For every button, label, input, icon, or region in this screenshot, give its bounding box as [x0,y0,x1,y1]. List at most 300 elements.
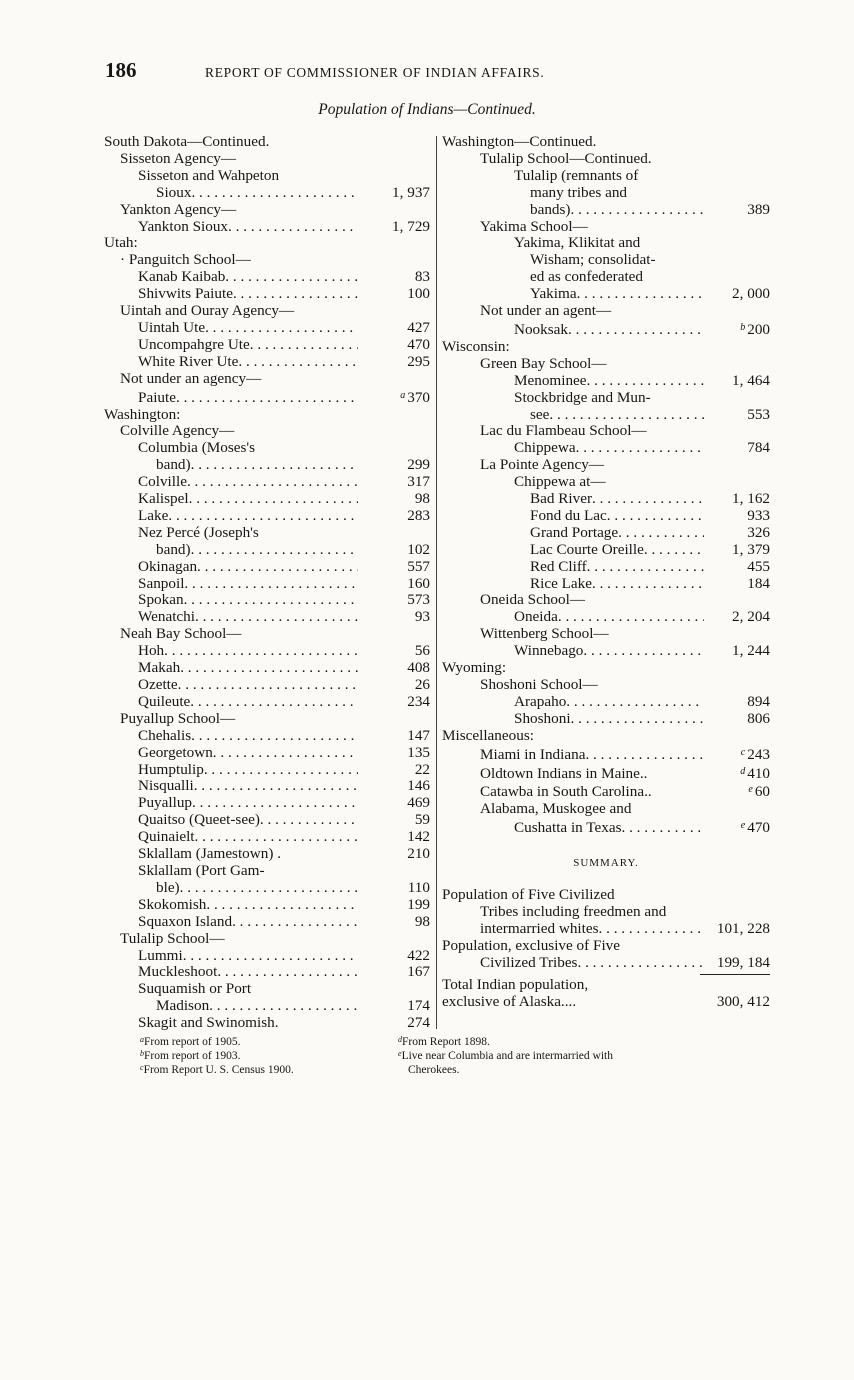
footnote-mark: b [140,1049,144,1058]
entry-label: Yakima School— [480,218,588,235]
entry-number: 59 [414,811,430,829]
table-row [442,994,770,1011]
table-row [442,609,770,626]
entry-label: Shoshoni . . . [442,711,704,728]
entry-value [358,508,430,525]
footnote-text: From report of 1905. [144,1036,241,1048]
entry-value [704,711,770,728]
entry-label: South Dakota—Continued. [104,134,270,150]
entry-label: Tulalip School—Continued. [480,150,652,167]
table-row [104,609,430,626]
entry-value [358,286,430,303]
table-row [104,371,430,388]
entry-label: La Pointe Agency— [480,457,605,474]
entry-label: Tribes including freedmen and [480,904,667,921]
entry-label: Skokomish . . . [104,897,358,914]
table-row [104,829,430,846]
entry-value [358,964,430,981]
entry-number: 93 [414,608,430,626]
entry-label: Hoh . . . [104,643,358,660]
table-row [442,407,770,424]
entry-label: Sklallam (Jamestown) . [138,846,281,863]
entry-label: Uncompahgre Ute . . . [104,337,358,354]
entry-label: Wyoming: [442,660,507,677]
entry-label: Suquamish or Port [138,981,252,998]
entry-number: 147 [407,726,430,744]
table-row [104,354,430,371]
entry-number: 1, 729 [392,217,430,235]
entry-number: 199 [407,895,430,913]
footnotes-right [398,1034,613,1076]
entry-value [358,576,430,593]
entry-number: 184 [747,574,770,592]
table-row [442,508,770,525]
entry-label: Uintah and Ouray Agency— [120,303,295,320]
table-row [442,269,770,286]
entry-value [358,914,430,931]
footnote [398,1062,613,1076]
entry-label: Miami in Indiana . . . [442,747,704,764]
entry-label: Yankton Agency— [120,201,237,218]
entry-label: Utah: [104,235,138,252]
entry-value [704,407,770,424]
entry-value [704,609,770,626]
entry-label: Grand Portage . . . [442,525,704,542]
table-row [104,525,430,542]
footnotes-left [140,1034,294,1076]
entry-label: Not under an agency— [120,370,262,387]
entry-label: Civilized Tribes . . . [442,955,704,972]
entry-label: Quinaielt . . . [104,829,358,846]
entry-value [358,795,430,812]
entry-number: 1, 244 [732,642,770,660]
entry-number: 408 [407,659,430,677]
table-row [104,1015,430,1032]
entry-label: Tulalip (remnants of [514,167,639,184]
entry-value [704,576,770,593]
table-row [442,339,770,356]
entry-label: Kalispel . . . [104,491,358,508]
entry-label: Cushatta in Texas . . . [442,820,704,837]
entry-value [358,846,430,863]
entry-value [358,897,430,914]
entry-label: Lac Courte Oreille . . . [442,542,704,559]
entry-value [704,745,770,764]
entry-label: see . . . [442,407,704,424]
column-divider [436,136,437,1029]
entry-label: Quileute . . . [104,694,358,711]
footnote-mark: e [398,1049,402,1058]
entry-number: 135 [407,743,430,761]
footnote-mark: a [140,1035,144,1044]
entry-value [704,955,770,972]
entry-value [358,728,430,745]
table-row [104,474,430,491]
entry-number: 174 [407,997,430,1015]
entry-label: Not under an agent— [480,303,612,320]
entry-value [704,286,770,303]
entry-number: 22 [414,760,430,778]
table-row [442,955,770,972]
entry-value [358,880,430,897]
entry-number: 26 [414,676,430,693]
entry-label: Wisconsin: [442,338,510,355]
entry-value [704,320,770,339]
table-row [104,320,430,337]
entry-value [358,388,430,407]
entry-number: 146 [407,777,430,795]
entry-label: Wenatchi . . . [104,609,358,626]
entry-number: 389 [747,200,770,218]
entry-number: 98 [414,490,430,508]
entry-label: Miscellaneous: [442,727,534,744]
table-row [442,525,770,542]
entry-label: White River Ute . . . [104,354,358,371]
table-subtitle: Population of Indians—Continued. [318,101,536,118]
entry-value [704,643,770,660]
entry-number: 110 [407,878,430,896]
entry-value [704,525,770,542]
table-row [104,491,430,508]
right-column-entries [442,134,770,837]
entry-number: 243 [747,745,770,763]
entry-number: 557 [407,557,430,575]
table-row [104,964,430,981]
footnote [140,1034,294,1048]
entry-number: 83 [414,268,430,286]
entry-value [358,745,430,762]
entry-label: Puyallup School— [120,710,236,727]
entry-value [704,542,770,559]
entry-number: 100 [407,285,430,303]
table-row [104,269,430,286]
table-row [104,914,430,931]
table-row [442,559,770,576]
entry-label: Red Cliff . . . [442,559,704,576]
entry-label: Population, exclusive of Five [442,937,621,954]
table-row [104,542,430,559]
entry-value [704,373,770,390]
entry-value [358,337,430,354]
entry-number: 160 [407,574,430,592]
entry-label: Yakima, Klikitat and [514,235,641,252]
footnote-mark: e [740,820,746,832]
table-row [104,202,430,219]
entry-number: 200 [747,320,770,338]
entry-label: Sisseton Agency— [120,150,237,167]
table-row [442,457,770,474]
entry-label: Nooksak . . . [442,322,704,339]
footnote-mark: b [740,321,746,333]
entry-number: 806 [747,709,770,727]
summary-entries [442,887,770,1010]
entry-label: Colville Agency— [120,423,235,440]
entry-label: Oldtown Indians in Maine.. [480,765,648,782]
table-row [104,981,430,998]
entry-value [358,474,430,491]
entry-number: 60 [754,783,770,801]
entry-value [704,202,770,219]
table-row [442,921,770,938]
entry-label: Yankton Sioux . . . [104,219,358,236]
entry-number: 1, 464 [732,371,770,389]
entry-number: 326 [747,523,770,541]
table-row [442,977,770,994]
table-row [442,626,770,643]
right-column [442,134,770,1011]
entry-value [704,440,770,457]
entry-label: Kanab Kaibab . . . [104,269,358,286]
entry-number: 295 [407,352,430,370]
table-row [104,592,430,609]
entry-label: Washington: [104,406,181,423]
table-row [442,818,770,837]
table-row [442,764,770,783]
table-row [104,778,430,795]
table-row [104,880,430,897]
entry-label: Sisseton and Wahpeton [138,167,280,184]
table-row [104,948,430,965]
table-row [442,938,770,955]
footnote [398,1048,613,1062]
entry-value [358,694,430,711]
entry-label: Skagit and Swinomish. [138,1015,279,1032]
entry-label: Shoshoni School— [480,677,598,693]
entry-label: Chippewa at— [514,474,606,491]
entry-label: Quaitso (Queet-see) . . . [104,812,358,829]
left-column [104,134,430,1032]
entry-label: Lake . . . [104,508,358,525]
entry-label: Madison . . . [104,998,358,1015]
table-row [104,728,430,745]
table-row [442,252,770,269]
entry-label: Lummi . . . [104,948,358,965]
entry-value [358,457,430,474]
entry-label: Alabama, Muskogee and [480,801,632,818]
table-row [442,390,770,407]
entry-label: Oneida . . . [442,609,704,626]
entry-number: 784 [747,439,770,457]
entry-value [358,778,430,795]
entry-label: band) . . . [104,457,358,474]
entry-value [358,762,430,779]
entry-number: 234 [407,692,430,710]
total-rule [700,974,770,975]
entry-label: Sklallam (Port Gam- [138,862,265,879]
entry-label: Nisqualli . . . [104,778,358,795]
entry-value [358,998,430,1015]
table-row [442,542,770,559]
footnote-mark: a [400,389,406,401]
table-row [442,235,770,252]
entry-label: Winnebago . . . [442,643,704,660]
entry-number: 2, 204 [732,608,770,626]
table-row [104,423,430,440]
entry-label: Georgetown . . . [104,745,358,762]
page-number: 186 [105,58,137,82]
entry-label: Lac du Flambeau School— [480,423,647,440]
table-row [104,440,430,457]
entry-label: Shivwits Paiute . . . [104,286,358,303]
footnote [140,1048,294,1062]
entry-label: ed as confederated [530,269,643,286]
table-row [442,440,770,457]
entry-value [704,491,770,508]
entry-number: 469 [407,794,430,812]
table-row [104,762,430,779]
table-row [442,185,770,202]
table-row [104,846,430,863]
entry-value [358,354,430,371]
entry-value [358,219,430,236]
table-row [104,660,430,677]
table-row [442,576,770,593]
table-row [442,660,770,677]
entry-label: Ozette . . . [104,677,358,694]
table-row [104,219,430,236]
entry-label: Arapaho . . . [442,694,704,711]
entry-number: 455 [747,557,770,575]
table-row [104,252,430,269]
entry-number: 300, 412 [716,992,770,1010]
entry-label: band) . . . [104,542,358,559]
entry-label: bands) . . . [442,202,704,219]
entry-number: 142 [407,828,430,846]
summary-title: SUMMARY. [573,857,639,870]
table-row [442,592,770,609]
entry-number: 167 [407,963,430,981]
footnote-mark: c [140,1063,144,1072]
table-row [104,931,430,948]
table-row [442,286,770,303]
table-row [104,286,430,303]
footnote-mark: c [740,746,746,758]
entry-value [358,491,430,508]
entry-label: Yakima . . . [442,286,704,303]
entry-label: · Panguitch School— [120,252,251,269]
entry-number: 274 [407,1014,430,1032]
entry-number: 317 [407,473,430,491]
table-row [442,134,770,151]
entry-number: 101, 228 [716,919,770,937]
entry-number: 422 [407,946,430,964]
table-row [442,904,770,921]
entry-number: 1, 937 [392,183,430,201]
entry-value [704,921,770,938]
entry-value [358,269,430,286]
entry-label: Fond du Lac . . . [442,508,704,525]
entry-label: Colville . . . [104,474,358,491]
entry-label: Uintah Ute . . . [104,320,358,337]
table-row [104,694,430,711]
footnote-mark: e [748,784,753,796]
entry-number: 2, 000 [732,285,770,303]
entry-number: 427 [407,318,430,336]
entry-label: Squaxon Island . . . [104,914,358,931]
entry-value [704,764,770,783]
table-row [442,202,770,219]
footnote [140,1062,294,1076]
table-row [442,782,770,801]
table-row [104,559,430,576]
entry-label: Oneida School— [480,592,586,609]
table-row [442,728,770,745]
entry-value [704,782,770,801]
table-row [104,337,430,354]
entry-value [358,1015,430,1032]
entry-value [358,677,430,694]
entry-label: Columbia (Moses's [138,440,256,457]
entry-value [358,592,430,609]
entry-value [704,559,770,576]
entry-number: 299 [407,456,430,474]
table-row [442,801,770,818]
entry-number: 98 [414,912,430,930]
entry-number: 199, 184 [716,953,770,971]
entry-label: Chehalis . . . [104,728,358,745]
entry-label: many tribes and [530,184,628,201]
entry-label: Paiute . . . [104,390,358,407]
entry-label: Rice Lake . . . [442,576,704,593]
footnote [398,1034,613,1048]
entry-number: 102 [407,540,430,558]
table-row [442,745,770,764]
entry-number: 56 [414,642,430,660]
footnote-text: From Report 1898. [402,1036,490,1048]
table-row [442,711,770,728]
entry-label: Muckleshoot . . . [104,964,358,981]
footnote-mark: d [740,765,746,777]
table-row [104,576,430,593]
table-row [104,185,430,202]
entry-number: 210 [407,845,430,863]
table-row [104,134,430,151]
entry-number: 573 [407,591,430,609]
table-row [442,474,770,491]
entry-number: 933 [747,506,770,524]
entry-value [704,694,770,711]
table-row [442,423,770,440]
table-row [442,887,770,904]
footnote-text: From Report U. S. Census 1900. [143,1064,294,1076]
table-row [442,320,770,339]
entry-number: 470 [747,819,770,837]
table-row [442,643,770,660]
entry-number: 283 [407,506,430,524]
table-row [442,356,770,373]
entry-number: 1, 379 [732,540,770,558]
entry-label: Washington—Continued. [442,134,597,150]
entry-value [358,660,430,677]
entry-label: Menominee . . . [442,373,704,390]
table-row [104,508,430,525]
entry-value [704,818,770,837]
table-row [442,168,770,185]
entry-label: Bad River . . . [442,491,704,508]
table-row [104,897,430,914]
footnote-text: Cherokees. [408,1064,460,1076]
table-row [442,303,770,320]
entry-value [358,829,430,846]
entry-label: Population of Five Civilized [442,887,615,904]
footnote-text: From report of 1903. [144,1050,241,1062]
entry-value [358,542,430,559]
entry-label: Catawba in South Carolina.. [480,784,652,801]
table-row [104,863,430,880]
entry-label: Green Bay School— [480,355,607,372]
entry-number: 553 [747,405,770,423]
entry-label: Nez Percé (Joseph's [138,524,259,541]
